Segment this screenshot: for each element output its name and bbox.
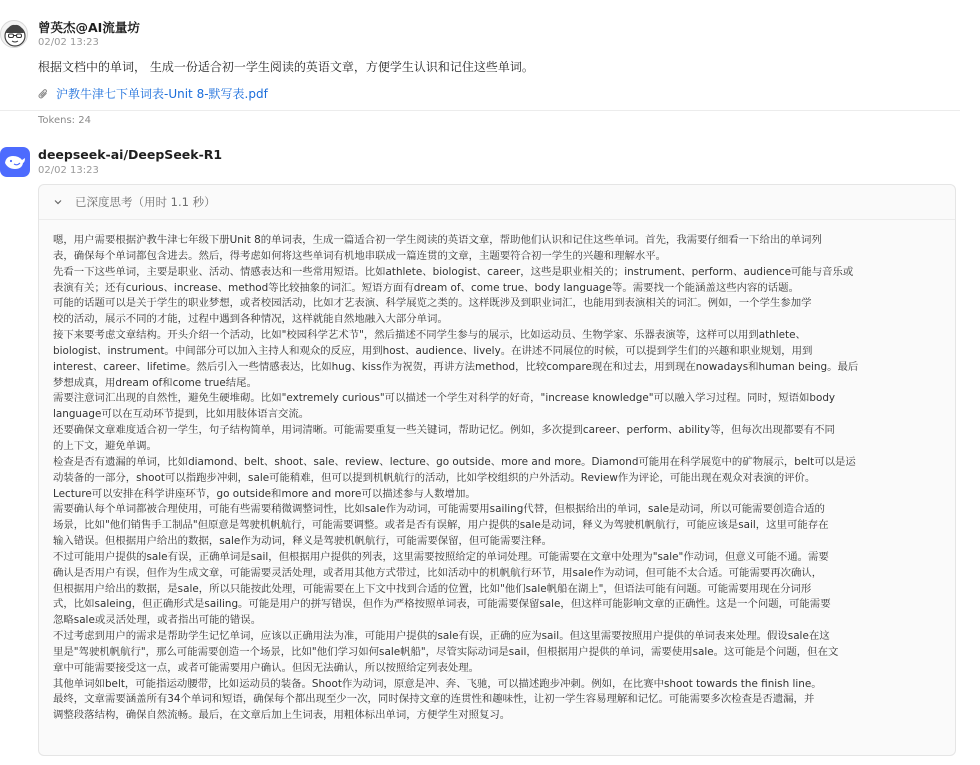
token-count: Tokens: 24 xyxy=(38,115,91,126)
thinking-line: 校的活动，展示不同的才能，过程中遇到各种情况，这样就能自然地融入大部分单词。 xyxy=(53,313,448,326)
message-divider xyxy=(0,110,960,111)
paperclip-icon xyxy=(38,88,49,100)
thinking-line: 需要注意词汇出现的自然性，避免生硬堆砌。比如"extremely curious"可以描述一个学生对科学的好奇，"increase knowledge"可以融入学习过程。同时，短语如body xyxy=(53,392,836,405)
thinking-line: 忽略sale或灵活处理，或者指出可能的错误。 xyxy=(53,614,262,627)
thinking-line: 不过考虑到用户的需求是帮助学生记忆单词，应该以正确用法为准，可能用户提供的sale有误，正确的应为sail。但这里需要按照用户提供的单词表来处理。假设sale在这 xyxy=(53,630,830,643)
thinking-line: 检查是否有遗漏的单词，比如diamond、belt、shoot、sale、review、lecture、go outside、more and more。Diamond可能用在科学展览中的矿物展示，belt可以是运 xyxy=(53,455,856,468)
thinking-line: 其他单词如belt，可能指运动腰带，比如运动员的装备。Shoot作为动词，原意是冲、奔、飞驰，可以描述跑步冲刺。例如，在比赛中shoot towards the finish line。 xyxy=(53,677,822,690)
thinking-line: 表，确保每个单词都包含进去。然后，得考虑如何将这些单词有机地串联成一篇连贯的文章，主题要符合初一学生的兴趣和理解水平。 xyxy=(53,249,667,262)
thinking-header-label: 已深度思考（用时 1.1 秒） xyxy=(75,195,216,209)
bot-avatar xyxy=(0,147,30,177)
whale-logo-icon xyxy=(0,147,30,177)
thinking-line: 里是"驾驶机帆航行"，那么可能需要创造一个场景，比如"他们学习如何sale帆船"，尽管实际动词是sail，但根据用户提供的单词，需要使用sale。这可能是个问题，但在文 xyxy=(53,645,839,658)
thinking-panel xyxy=(38,184,956,756)
attachment-link[interactable] xyxy=(38,85,268,102)
thinking-line: 先看一下这些单词，主要是职业、活动、情感表达和一些常用短语。比如athlete、biologist、career，这些是职业相关的；instrument、perform、audience可能与音乐或 xyxy=(53,265,854,278)
thinking-line: 调整段落结构，确保自然流畅。最后，在文章后加上生词表，用粗体标出单词，方便学生对照复习。 xyxy=(53,709,511,722)
thinking-line: 式，比如saleing，但正确形式是sailing。可能是用户的拼写错误，但作为严格按照单词表，可能需要保留sale，但这样可能影响文章的正确性。这是一个问题，可能需要 xyxy=(53,598,831,611)
thinking-line: 的上下文，避免单调。 xyxy=(53,439,157,452)
thinking-header-divider xyxy=(39,219,955,220)
thinking-line: 章中可能需要接受这一点，或者可能需要用户确认。但因无法确认，所以按照给定列表处理。 xyxy=(53,661,480,674)
thinking-line: 还要确保文章难度适合初一学生，句子结构简单，用词清晰。可能需要重复一些关键词，帮助记忆。例如，多次提到career、perform、ability等，但每次出现都要有不同 xyxy=(53,424,835,437)
thinking-line: 表演有关；还有curious、increase、method等比较抽象的词汇。短语方面有dream of、come true、body language等。需要找一个能涵盖这些内容的话题。 xyxy=(53,281,799,294)
thinking-line: interest、career、lifetime。然后引入一些情感表达，比如hug、kiss作为祝贺，再讲方法method，比较compare现在和过去，用到现在nowadays和human being。最后 xyxy=(53,360,859,373)
thinking-line: language可以在互动环节提到，比如用肢体语言交流。 xyxy=(53,408,310,421)
thinking-toggle[interactable] xyxy=(39,185,955,219)
thinking-line: 可能的话题可以是关于学生的职业梦想，或者校园活动，比如才艺表演、科学展览之类的。这样既涉及到职业词汇，也能用到表演相关的词汇。例如，一个学生参加学 xyxy=(53,297,812,310)
thinking-line: 不过可能用户提供的sale有误，正确单词是sail，但根据用户提供的列表，这里需要按照给定的单词处理。可能需要在文章中处理为"sale"作动词，但意义可能不通。需要 xyxy=(53,550,829,563)
thinking-line: 输入错误。但根据用户给出的数据，sale作为动词，释义是驾驶机帆航行，可能需要保留，但可能需要注释。 xyxy=(53,535,553,548)
thinking-line: biologist、instrument。中间部分可以加入主持人和观众的反应，用到host、audience、lively。在讲述不同展位的时候，可以提到学生们的兴趣和职业规划，用到 xyxy=(53,344,813,357)
user-prompt: 根据文档中的单词， 生成一份适合初一学生阅读的英语文章，方便学生认识和记住这些单词。 xyxy=(38,60,534,74)
user-avatar xyxy=(0,20,28,48)
thinking-line: 嗯，用户需要根据沪教牛津七年级下册Unit 8的单词表，生成一篇适合初一学生阅读的英语文章，帮助他们认识和记住这些单词。首先，我需要仔细看一下给出的单词列 xyxy=(53,234,822,246)
thinking-line: 动装备的一部分，shoot可以指跑步冲刺，sale可能稍难，但可以提到机帆航行的活动，比如学校组织的户外活动。Review作为评论，可能出现在观众对表演的评价。 xyxy=(53,471,816,484)
user-name: 曾英杰@AI流量坊 xyxy=(38,20,140,35)
thinking-line: 梦想成真，用dream of和come true结尾。 xyxy=(53,376,257,389)
thinking-line: 需要确认每个单词都被合理使用，可能有些需要稍微调整词性，比如sale作为动词，可能需要用sailing代替，但根据给出的单词，sale是动词，所以可能需要创造合适的 xyxy=(53,503,825,516)
thinking-line: 场景，比如"他们销售手工制品"但原意是驾驶机帆航行，可能需要调整。或者是否有误解，用户提供的sale是动词，释义为驾驶机帆航行，可能应该是sail，这里可能存在 xyxy=(53,519,829,532)
thinking-line: 接下来要考虑文章结构。开头介绍一个活动，比如"校园科学艺术节"，然后描述不同学生参与的展示，比如运动员、生物学家、乐器表演等，这样可以用到athlete、 xyxy=(53,329,806,342)
bot-timestamp: 02/02 13:23 xyxy=(38,165,99,176)
bot-name: deepseek-ai/DeepSeek-R1 xyxy=(38,147,223,162)
chevron-down-icon[interactable] xyxy=(53,197,63,207)
thinking-line: 最终，文章需要涵盖所有34个单词和短语，确保每个都出现至少一次，同时保持文章的连贯性和趣味性，让初一学生容易理解和记忆。可能需要多次检查是否遗漏，并 xyxy=(53,693,815,706)
thinking-content xyxy=(53,233,947,724)
thinking-line: Lecture可以安排在科学讲座环节，go outside和more and more可以描述参与人数增加。 xyxy=(53,487,476,500)
attachment-filename[interactable]: 沪教牛津七下单词表-Unit 8-默写表.pdf xyxy=(56,87,268,101)
thinking-line: 但根据用户给出的数据，是sale，所以只能按此处理，可能需要在上下文中找到合适的位置，比如"他们sale帆船在湖上"，但语法可能有问题。可能需要用现在分词形 xyxy=(53,582,812,595)
thinking-line: 确认是否用户有误，但作为生成文章，可能需要灵活处理，或者用其他方式带过，比如活动中的机帆航行环节，用sale作为动词，但可能不太合适。可能需要再次确认， xyxy=(53,566,823,579)
user-timestamp: 02/02 13:23 xyxy=(38,37,99,48)
cartoon-avatar-icon xyxy=(1,21,28,48)
